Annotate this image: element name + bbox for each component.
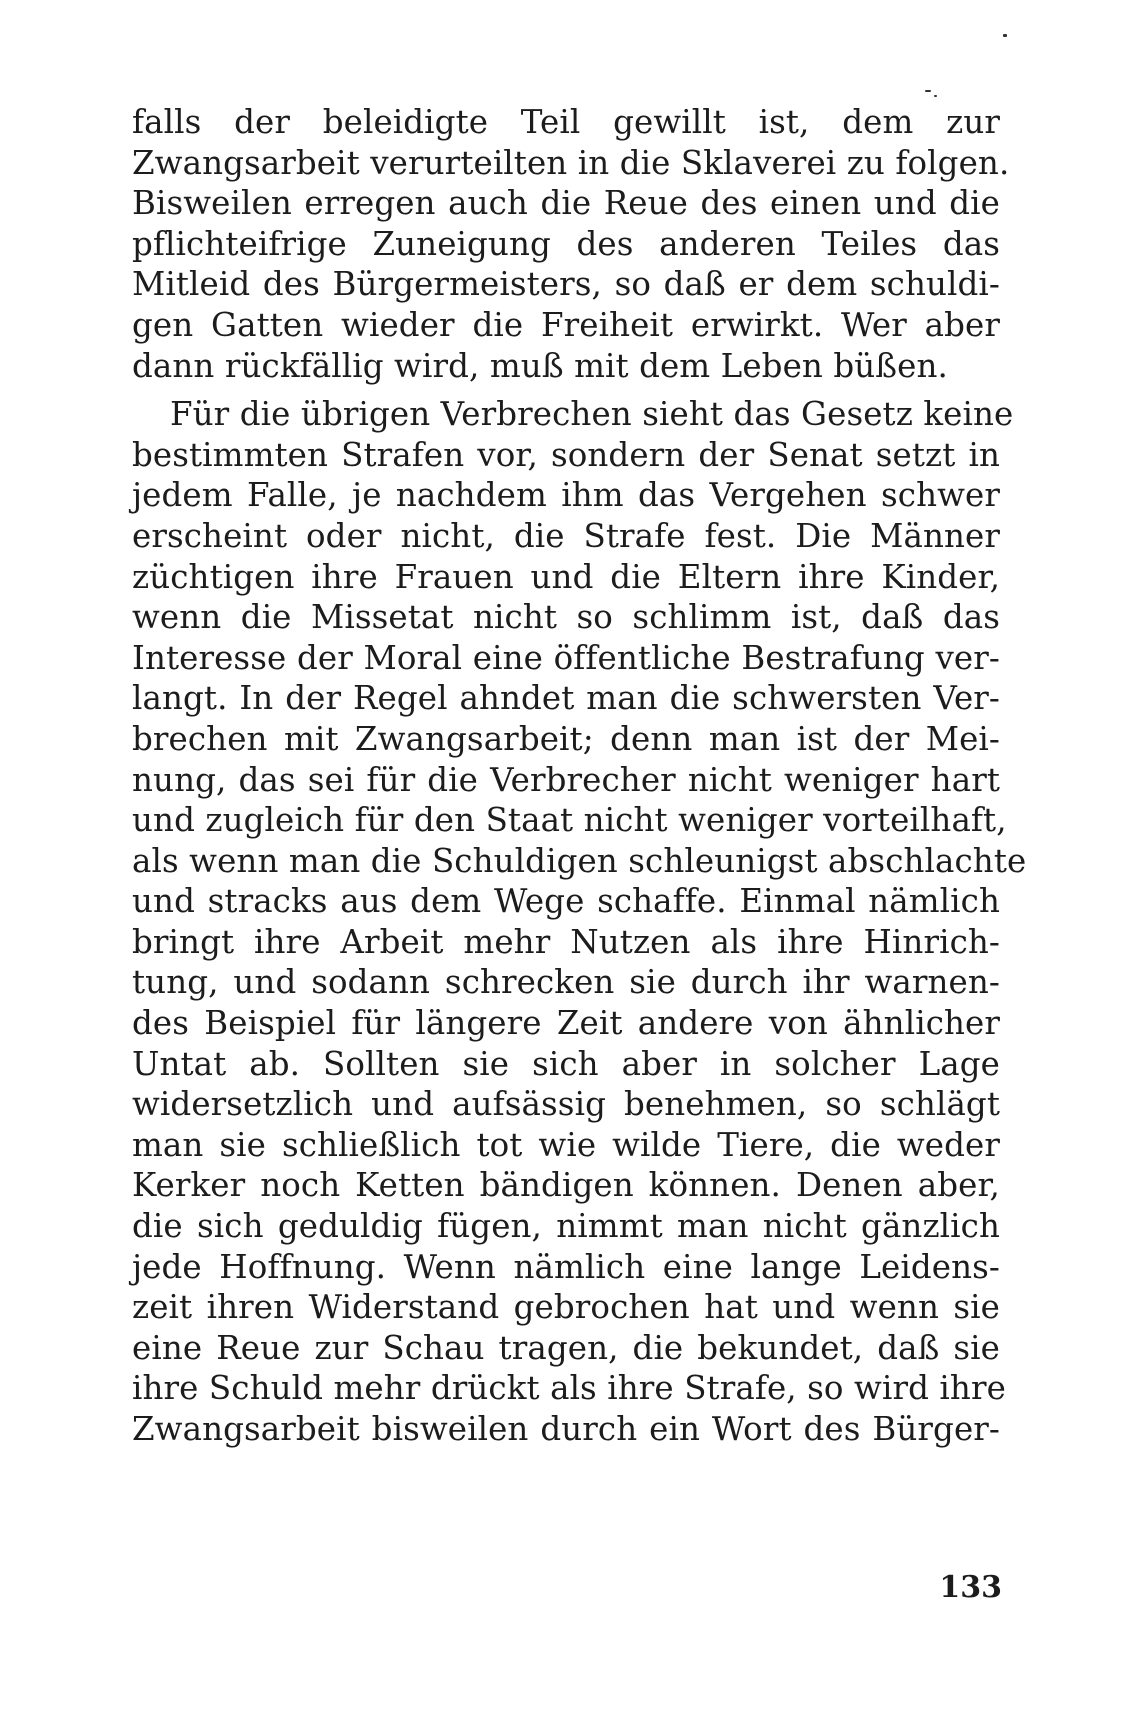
body-text [132, 102, 1027, 1450]
text-line: widersetzlich und aufsässig benehmen, so schlägt [132, 1085, 1000, 1124]
text-line: Zwangsarbeit verurteilten in die Sklaverei zu folgen. [132, 143, 1010, 182]
text-line: nung, das sei für die Verbrecher nicht weniger hart [132, 760, 1000, 799]
text-line: langt. In der Regel ahndet man die schwersten Ver- [132, 679, 1000, 718]
text-line: jedem Falle, je nachdem ihm das Vergehen schwer [132, 476, 1000, 515]
text-line: gen Gatten wieder die Freiheit erwirkt. Wer aber [132, 305, 1000, 344]
text-line: falls der beleidigte Teil gewillt ist, dem zur [132, 103, 1000, 141]
text-line: pflichteifrige Zuneigung des anderen Teiles das [132, 224, 1000, 263]
text-line: die sich geduldig fügen, nimmt man nicht gänzlich [132, 1207, 1000, 1246]
text-line: züchtigen ihre Frauen und die Eltern ihre Kinder, [132, 557, 1000, 596]
text-line: Interesse der Moral eine öffentliche Bestrafung ver- [132, 638, 1000, 677]
paragraph [132, 102, 1010, 386]
text-line: des Beispiel für längere Zeit andere von ähnlicher [132, 1004, 1000, 1043]
print-speck [925, 90, 931, 92]
text-line: bringt ihre Arbeit mehr Nutzen als ihre Hinrich- [132, 922, 1000, 961]
text-line: Mitleid des Bürgermeisters, so daß er dem schuldi- [132, 265, 1000, 304]
page-number: 133 [939, 1570, 1002, 1605]
text-line: man sie schließlich tot wie wilde Tiere, die weder [132, 1125, 1000, 1164]
text-line: Für die übrigen Verbrechen sieht das Gesetz keine [170, 395, 1014, 434]
text-line: erscheint oder nicht, die Strafe fest. Die Männer [132, 516, 1000, 555]
text-line: brechen mit Zwangsarbeit; denn man ist der Mei- [132, 719, 1000, 758]
text-line: Zwangsarbeit bisweilen durch ein Wort des Bürger- [132, 1410, 1000, 1448]
paragraph [132, 394, 1027, 1449]
text-line: und stracks aus dem Wege schaffe. Einmal nämlich [132, 882, 1000, 921]
text-line: Kerker noch Ketten bändigen können. Denen aber, [132, 1166, 1000, 1205]
text-line: tung, und sodann schrecken sie durch ihr warnen- [132, 963, 1000, 1002]
text-line: dann rückfällig wird, muß mit dem Leben büßen. [132, 346, 948, 385]
text-line: wenn die Missetat nicht so schlimm ist, daß das [132, 598, 1000, 637]
text-line: eine Reue zur Schau tragen, die bekundet, daß sie [132, 1328, 1000, 1367]
text-line: als wenn man die Schuldigen schleunigst abschlachte [132, 841, 1027, 880]
text-line: und zugleich für den Staat nicht weniger vorteilhaft, [132, 801, 1007, 840]
text-line: Untat ab. Sollten sie sich aber in solcher Lage [132, 1044, 1000, 1083]
print-speck [934, 95, 937, 97]
print-speck [1003, 34, 1007, 37]
text-line: bestimmten Strafen vor, sondern der Senat setzt in [132, 435, 1000, 474]
text-line: jede Hoffnung. Wenn nämlich eine lange Leidens- [132, 1247, 1000, 1286]
text-line: Bisweilen erregen auch die Reue des einen und die [132, 184, 1000, 223]
text-line: ihre Schuld mehr drückt als ihre Strafe, so wird ihre [132, 1369, 1006, 1408]
text-line: zeit ihren Widerstand gebrochen hat und wenn sie [132, 1288, 1000, 1327]
